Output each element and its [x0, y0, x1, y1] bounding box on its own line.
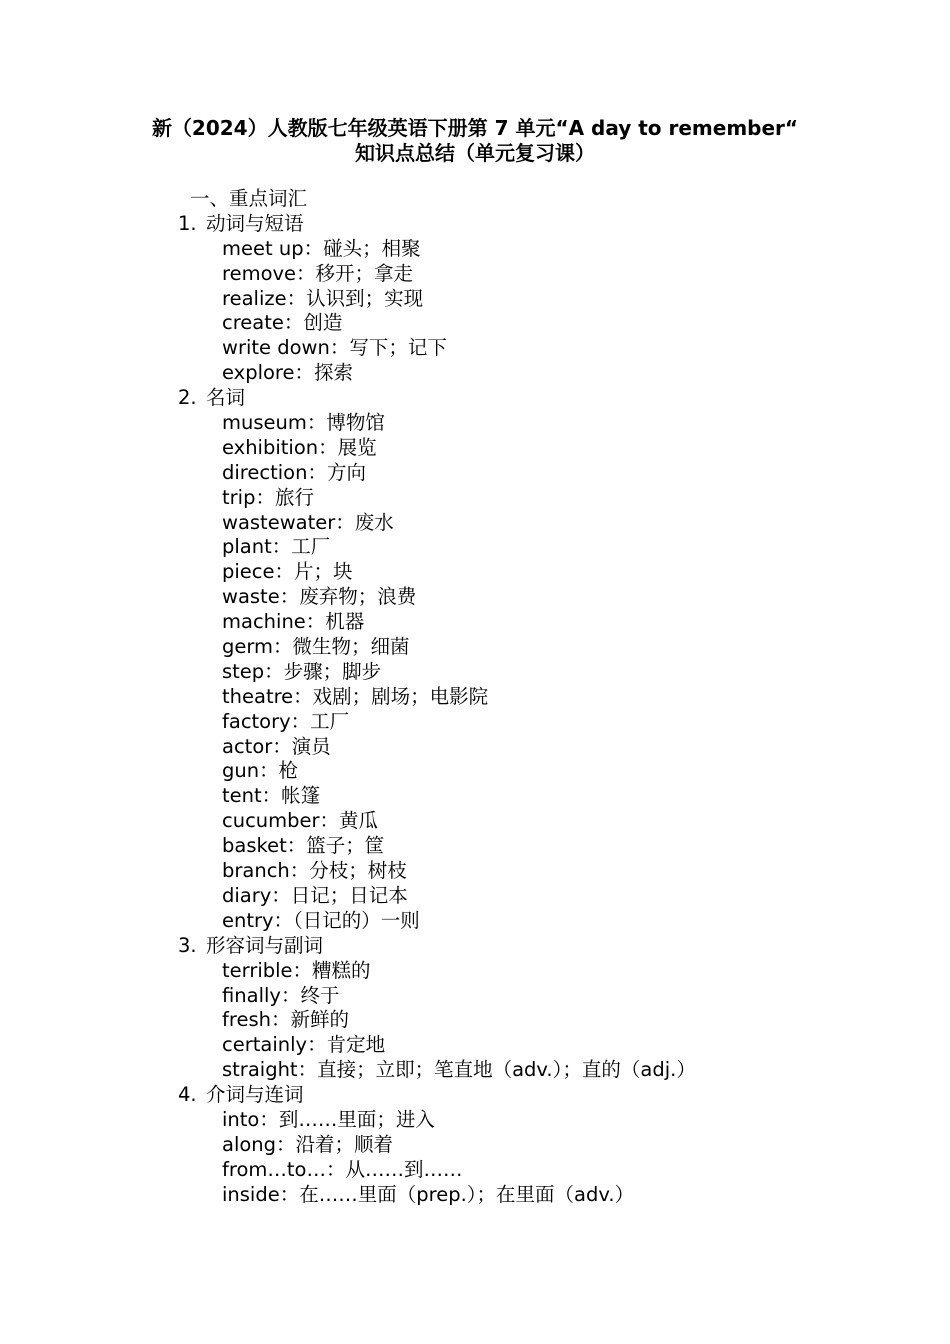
vocabulary-content — [0, 187, 950, 1208]
document-title-line-2: 知识点总结（单元复习课） — [355, 141, 595, 165]
vocab-item: factory：工厂 — [222, 709, 350, 733]
group-heading — [0, 934, 950, 959]
group-name: 动词与短语 — [206, 211, 304, 235]
vocab-item: waste：废弃物；浪费 — [222, 585, 417, 609]
group-name: 介词与连词 — [206, 1083, 304, 1107]
vocab-item: straight：直接；立即；笔直地（adv.）；直的（adj.） — [222, 1058, 696, 1082]
group-number: 1. — [178, 211, 197, 235]
vocab-item: entry：（日记的）一则 — [222, 908, 420, 932]
vocab-item: into：到……里面；进入 — [222, 1107, 435, 1131]
vocab-item: step：步骤；脚步 — [222, 659, 382, 683]
vocab-item: inside：在……里面（prep.）；在里面（adv.） — [222, 1182, 635, 1206]
vocab-item: branch：分枝；树枝 — [222, 859, 407, 883]
vocab-item: certainly：肯定地 — [222, 1033, 386, 1057]
vocab-item: trip：旅行 — [222, 485, 314, 509]
vocab-item: plant：工厂 — [222, 535, 331, 559]
vocab-item: theatre：戏剧；剧场；电影院 — [222, 684, 489, 708]
vocab-item: exhibition：展览 — [222, 435, 377, 459]
vocab-item: actor：演员 — [222, 734, 331, 758]
vocab-item: finally：终于 — [222, 983, 340, 1007]
group-heading — [0, 1083, 950, 1108]
vocab-item: wastewater：废水 — [222, 510, 394, 534]
document-title-line-1: 新（2024）人教版七年级英语下册第 7 单元“A day to remember“ — [151, 116, 799, 140]
vocab-item: piece：片；块 — [222, 560, 353, 584]
vocab-item: tent：帐篷 — [222, 784, 321, 808]
vocab-item: remove：移开；拿走 — [222, 261, 414, 285]
vocab-item: germ：微生物；细菌 — [222, 635, 410, 659]
group-number: 2. — [178, 386, 197, 410]
group-heading — [0, 386, 950, 411]
vocab-item: meet up：碰头；相聚 — [222, 236, 421, 260]
vocab-item: direction：方向 — [222, 460, 366, 484]
vocab-item: from…to…：从……到…… — [222, 1157, 463, 1181]
group-number: 4. — [178, 1083, 197, 1107]
vocab-item: create：创造 — [222, 311, 343, 335]
vocab-item: along：沿着；顺着 — [222, 1132, 394, 1156]
vocabulary-groups — [0, 212, 950, 1208]
group-number: 3. — [178, 933, 197, 957]
group-name: 形容词与副词 — [206, 933, 324, 957]
vocab-item: diary：日记；日记本 — [222, 883, 408, 907]
vocab-item: realize：认识到；实现 — [222, 286, 424, 310]
vocab-item: cucumber：黄瓜 — [222, 809, 379, 833]
vocab-item: gun：枪 — [222, 759, 299, 783]
vocab-item: basket：篮子；筐 — [222, 834, 385, 858]
vocab-item: explore：探索 — [222, 361, 354, 385]
vocab-item: machine：机器 — [222, 610, 365, 634]
vocab-item: museum：博物馆 — [222, 411, 385, 435]
vocab-item: terrible：糟糕的 — [222, 958, 371, 982]
vocab-item: fresh：新鲜的 — [222, 1008, 349, 1032]
section-heading: 一、重点词汇 — [190, 187, 308, 210]
vocab-item: write down：写下；记下 — [222, 336, 447, 360]
group-heading — [0, 212, 950, 237]
group-name: 名词 — [206, 386, 246, 410]
